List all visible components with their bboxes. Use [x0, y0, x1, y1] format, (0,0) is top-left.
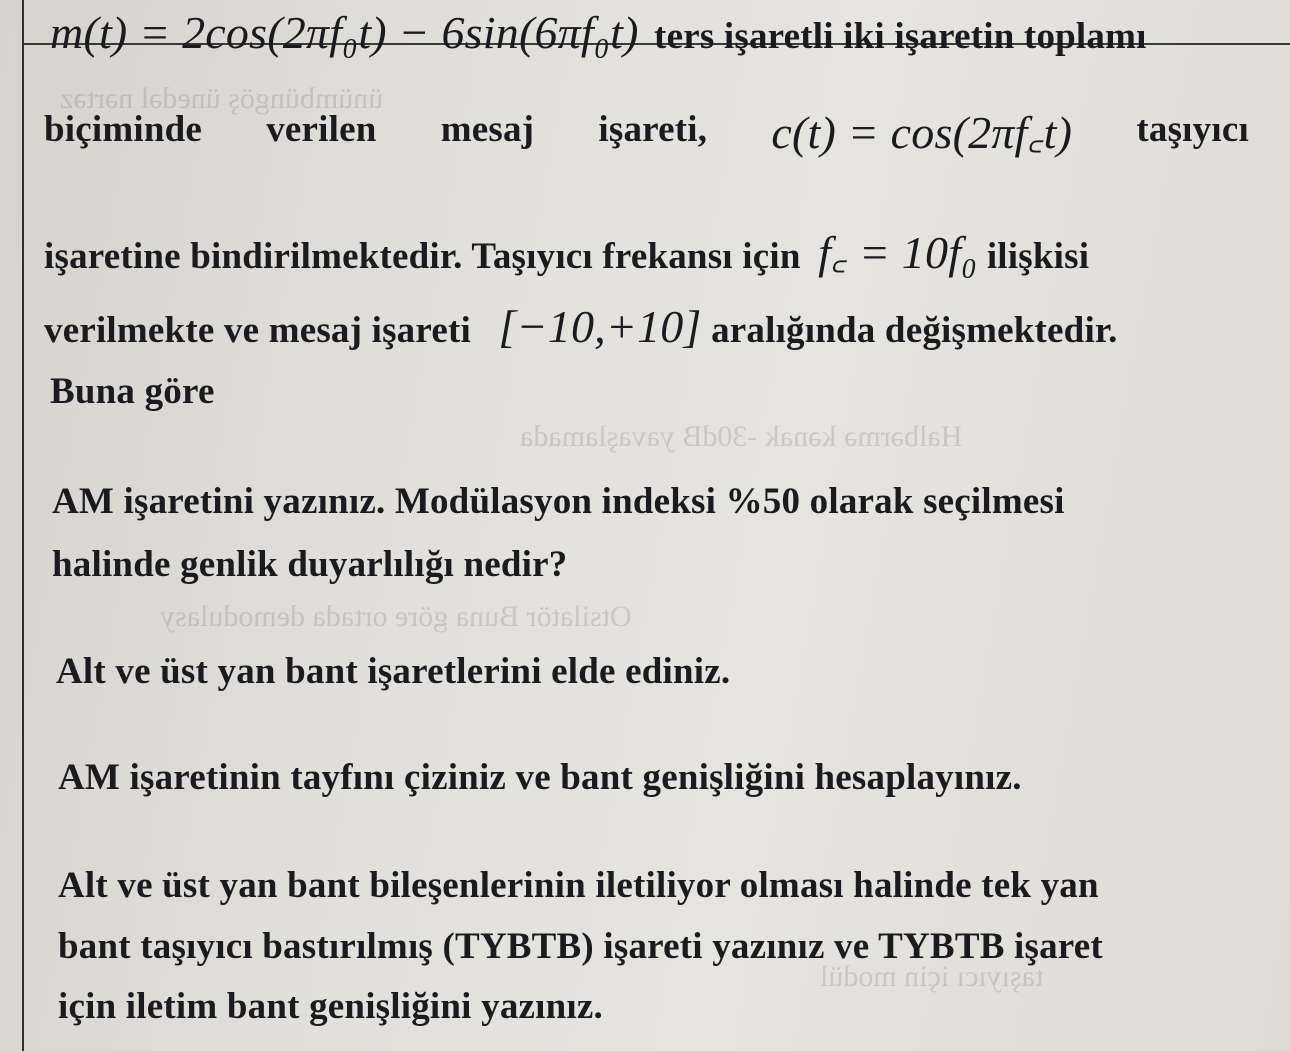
problem-line-2 — [44, 108, 1249, 162]
question-2-line-1: Alt ve üst yan bant işaretlerini elde ediniz. — [56, 651, 731, 692]
problem-line-3-end: ilişkisi — [986, 236, 1090, 277]
message-range: [−10,+10] — [498, 301, 702, 352]
problem-line-3-text: işaretine bindirilmektedir. Taşıyıcı frekansı için — [44, 236, 801, 277]
carrier-signal-formula: c(t) = cos(2πf꜀t) — [771, 107, 1073, 158]
question-1-line-2: halinde genlik duyarlılığı nedir? — [52, 544, 568, 585]
problem-line-5: Buna göre — [50, 371, 215, 412]
bleed-through-text: Halbərmə kənak -30dB yavaşlamada — [520, 420, 963, 453]
bleed-through-text: Otsilatör Buna göre ortada demodulasy — [160, 600, 632, 633]
table-left-border — [22, 0, 24, 1051]
message-signal-formula: m(t) = 2cos(2πf₀t) − 6sin(6πf₀t) — [50, 7, 639, 58]
problem-line-4-end: aralığında değişmektedir. — [711, 310, 1118, 351]
problem-line-1 — [50, 6, 1147, 59]
question-4-line-2: bant taşıyıcı bastırılmış (TYBTB) işareti yazınız ve TYBTB işaret — [58, 926, 1103, 967]
word-mesaj: mesaj — [440, 109, 535, 150]
question-1-line-1: AM işaretini yazınız. Modülasyon indeksi %50 olarak seçilmesi — [52, 481, 1065, 522]
question-3-line-1: AM işaretinin tayfını çiziniz ve bant genişliğini hesaplayınız. — [58, 757, 1022, 798]
word-tasiyici: taşıyıcı — [1136, 109, 1249, 150]
problem-line-4-text: verilmekte ve mesaj işareti — [44, 310, 471, 351]
word-isareti: işareti, — [598, 109, 708, 150]
problem-line-1-text: ters işaretli iki işaretin toplamı — [654, 16, 1147, 57]
word-bicime: biçiminde — [44, 109, 203, 150]
word-verilen: verilen — [266, 109, 377, 150]
problem-line-4 — [44, 300, 1118, 353]
problem-line-3 — [44, 220, 1089, 282]
question-4-line-1: Alt ve üst yan bant bileşenlerinin iletiliyor olması halinde tek yan — [58, 865, 1099, 906]
bleed-through-text: ünümbüngöş ünedəl nərtəz — [60, 82, 384, 115]
question-4-line-3: için iletim bant genişliğini yazınız. — [58, 986, 603, 1027]
bleed-through-text: taşıyıcı için modül — [820, 960, 1044, 993]
frequency-relation-formula: f꜀ = 10f₀ — [818, 227, 978, 278]
